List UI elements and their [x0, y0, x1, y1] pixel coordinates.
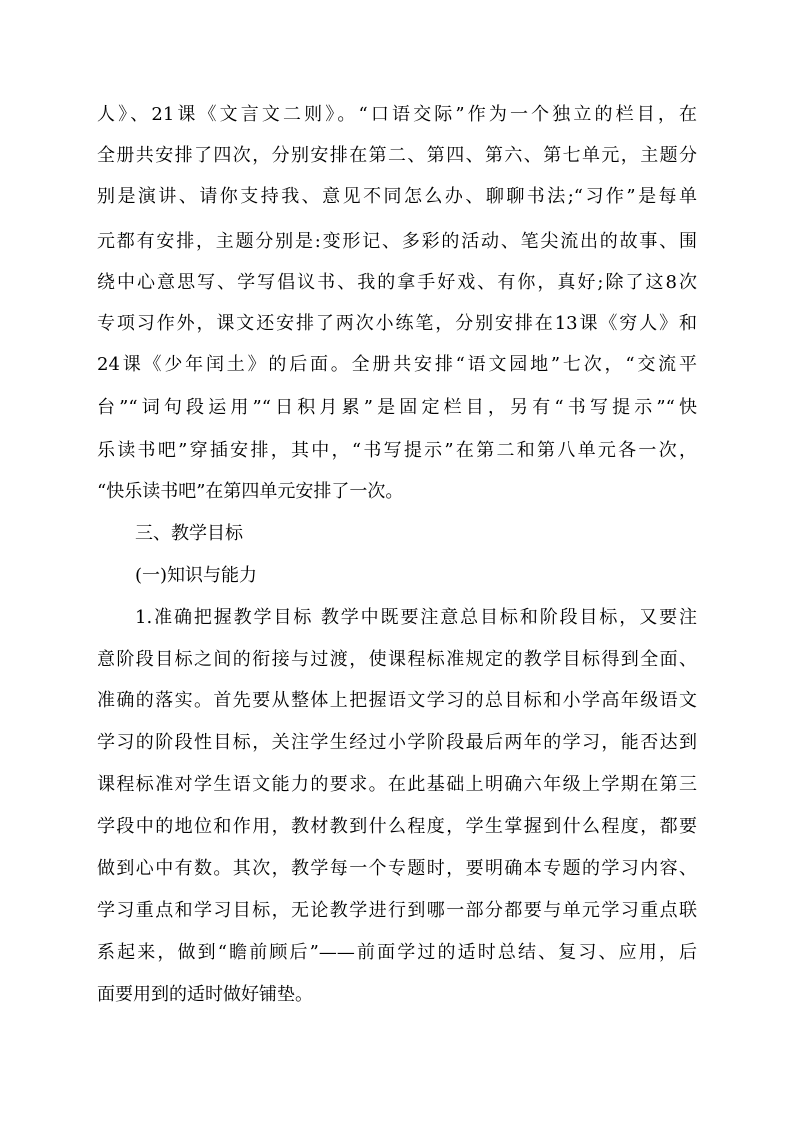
body-text-line: 意阶段目标之间的衔接与过渡，使课程标准规定的教学目标得到全面、 — [97, 649, 697, 670]
body-text-line: 学习重点和学习目标，无论教学进行到哪一部分都要与单元学习重点联 — [97, 900, 697, 921]
body-text-line: 台”“词句段运用”“日积月累”是固定栏目，另有“书写提示”“快 — [97, 397, 697, 418]
body-text-line: 系起来，做到“瞻前顾后”——前面学过的适时总结、复习、应用，后 — [97, 942, 697, 963]
body-text-line: 24课《少年闰土》的后面。全册共安排“语文园地”七次，“交流平 — [97, 354, 697, 375]
body-text-line: 元都有安排，主题分别是:变形记、多彩的活动、笔尖流出的故事、围 — [97, 231, 697, 252]
body-text-line: 面要用到的适时做好铺垫。 — [97, 984, 313, 1005]
body-text-line: 准确的落实。首先要从整体上把握语文学习的总目标和小学高年级语文 — [97, 690, 697, 711]
body-text-line: 课程标准对学生语文能力的要求。在此基础上明确六年级上学期在第三 — [97, 774, 697, 795]
section-heading: 三、教学目标 — [135, 523, 243, 544]
body-text-line: 乐读书吧”穿插安排，其中，“书写提示”在第二和第八单元各一次， — [97, 440, 697, 461]
body-text-line: 全册共安排了四次，分别安排在第二、第四、第六、第七单元，主题分 — [97, 145, 697, 166]
body-text-line: 绕中心意思写、学写倡议书、我的拿手好戏、有你，真好;除了这8次 — [97, 272, 697, 293]
body-text-line: 做到心中有数。其次，教学每一个专题时，要明确本专题的学习内容、 — [97, 858, 697, 879]
subsection-heading: (一)知识与能力 — [135, 565, 258, 586]
body-text-line: 学习的阶段性目标，关注学生经过小学阶段最后两年的学习，能否达到 — [97, 732, 697, 753]
body-text-line: 专项习作外，课文还安排了两次小练笔，分别安排在13课《穷人》和 — [97, 313, 697, 334]
body-text-line: “快乐读书吧”在第四单元安排了一次。 — [97, 481, 404, 502]
body-text-line: 学段中的地位和作用，教材教到什么程度，学生掌握到什么程度，都要 — [97, 816, 697, 837]
body-text-line: 1.准确把握教学目标 教学中既要注意总目标和阶段目标，又要注 — [135, 607, 697, 628]
body-text-line: 别是演讲、请你支持我、意见不同怎么办、聊聊书法;“习作”是每单 — [97, 186, 697, 207]
body-text-line: 人》、21课《文言文二则》。“口语交际”作为一个独立的栏目，在 — [97, 104, 697, 125]
